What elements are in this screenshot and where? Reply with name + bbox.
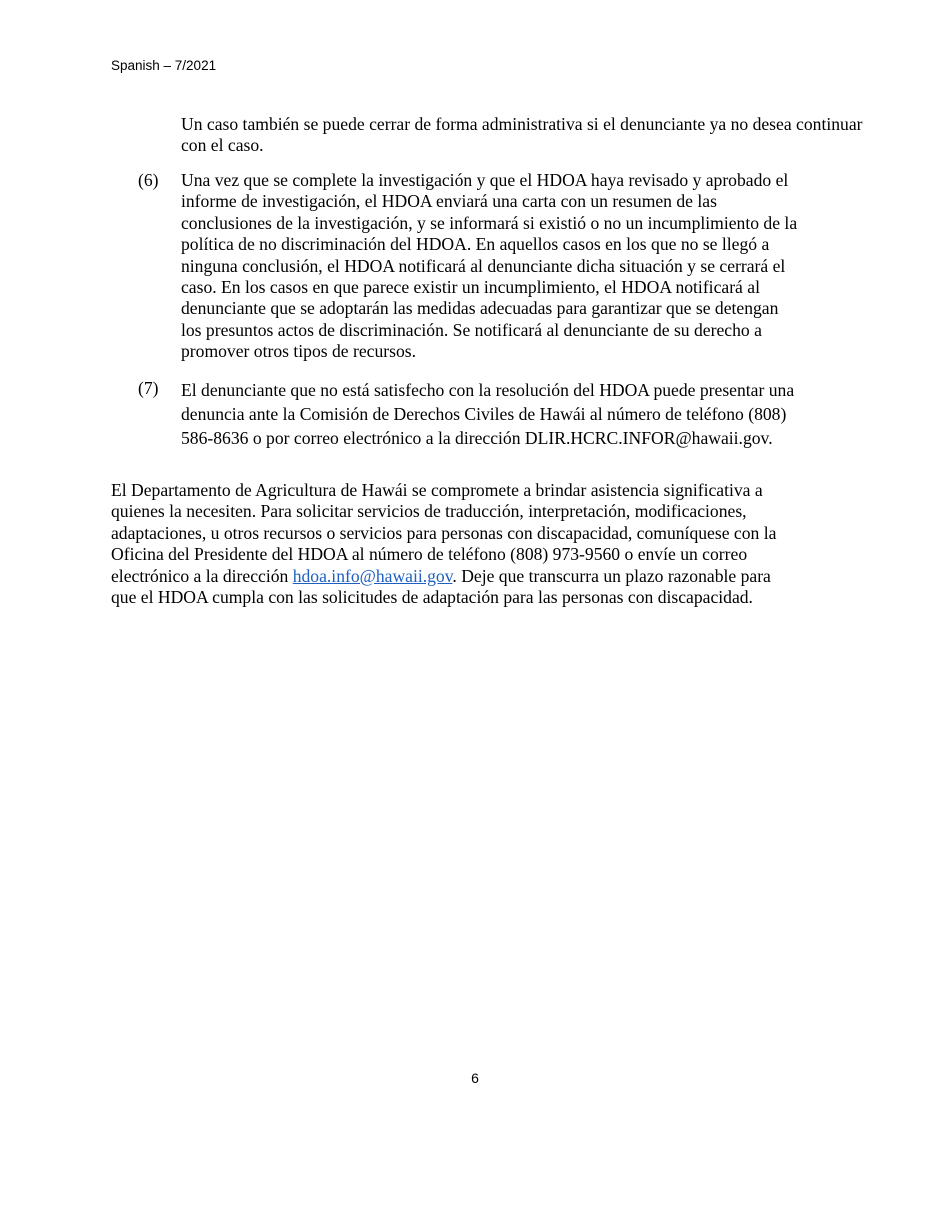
text-fragment: . Deje que transcurra un plazo razonable para	[452, 565, 771, 586]
text-line: denunciante que se adoptarán las medidas adecuadas para garantizar que se detengan	[181, 298, 779, 319]
continuation-paragraph	[181, 114, 862, 157]
header-language-date: Spanish – 7/2021	[111, 58, 217, 73]
page-number: 6	[471, 1070, 479, 1086]
text-line: promover otros tipos de recursos.	[181, 341, 417, 362]
text-line: El Departamento de Agricultura de Hawái se compromete a brindar asistencia significativa a	[111, 480, 763, 500]
text-line: informe de investigación, el HDOA enviará una carta con un resumen de las	[181, 191, 717, 212]
text-line: con el caso.	[181, 135, 264, 156]
text-line: Una vez que se complete la investigación y que el HDOA haya revisado y aprobado el	[181, 170, 789, 190]
text-line: 586-8636 o por correo electrónico a la dirección DLIR.HCRC.INFOR@hawaii.gov.	[181, 428, 773, 448]
text-line: que el HDOA cumpla con las solicitudes de adaptación para las personas con discapacidad.	[111, 587, 753, 608]
text-line: Un caso también se puede cerrar de forma administrativa si el denunciante ya no desea continuar	[181, 114, 863, 134]
text-line: Oficina del Presidente del HDOA al número de teléfono (808) 973-9560 o envíe un correo	[111, 544, 748, 565]
list-item-text	[181, 170, 797, 363]
list-number: (6)	[138, 170, 159, 190]
text-line: adaptaciones, u otros recursos o servicios para personas con discapacidad, comuníquese con la	[111, 522, 777, 543]
text-fragment: electrónico a la dirección	[111, 565, 293, 586]
email-link[interactable]: hdoa.info@hawaii.gov	[292, 565, 453, 586]
accessibility-paragraph	[111, 480, 776, 608]
list-item-text	[181, 378, 794, 450]
text-line: política de no discriminación del HDOA. En aquellos casos en los que no se llegó a	[181, 234, 770, 255]
text-line: El denunciante que no está satisfecho con la resolución del HDOA puede presentar una	[181, 380, 795, 400]
text-line: denuncia ante la Comisión de Derechos Civiles de Hawái al número de teléfono (808)	[181, 404, 787, 424]
text-line: los presuntos actos de discriminación. Se notificará al denunciante de su derecho a	[181, 319, 762, 340]
text-line: caso. En los casos en que parece existir un incumplimiento, el HDOA notificará al	[181, 277, 760, 298]
list-number: (7)	[138, 378, 159, 398]
text-line: conclusiones de la investigación, y se informará si existió o no un incumplimiento de la	[181, 212, 798, 233]
text-line	[111, 566, 776, 587]
text-line: quienes la necesiten. Para solicitar servicios de traducción, interpretación, modificaciones,	[111, 501, 747, 522]
text-line: ninguna conclusión, el HDOA notificará al denunciante dicha situación y se cerrará el	[181, 255, 786, 276]
